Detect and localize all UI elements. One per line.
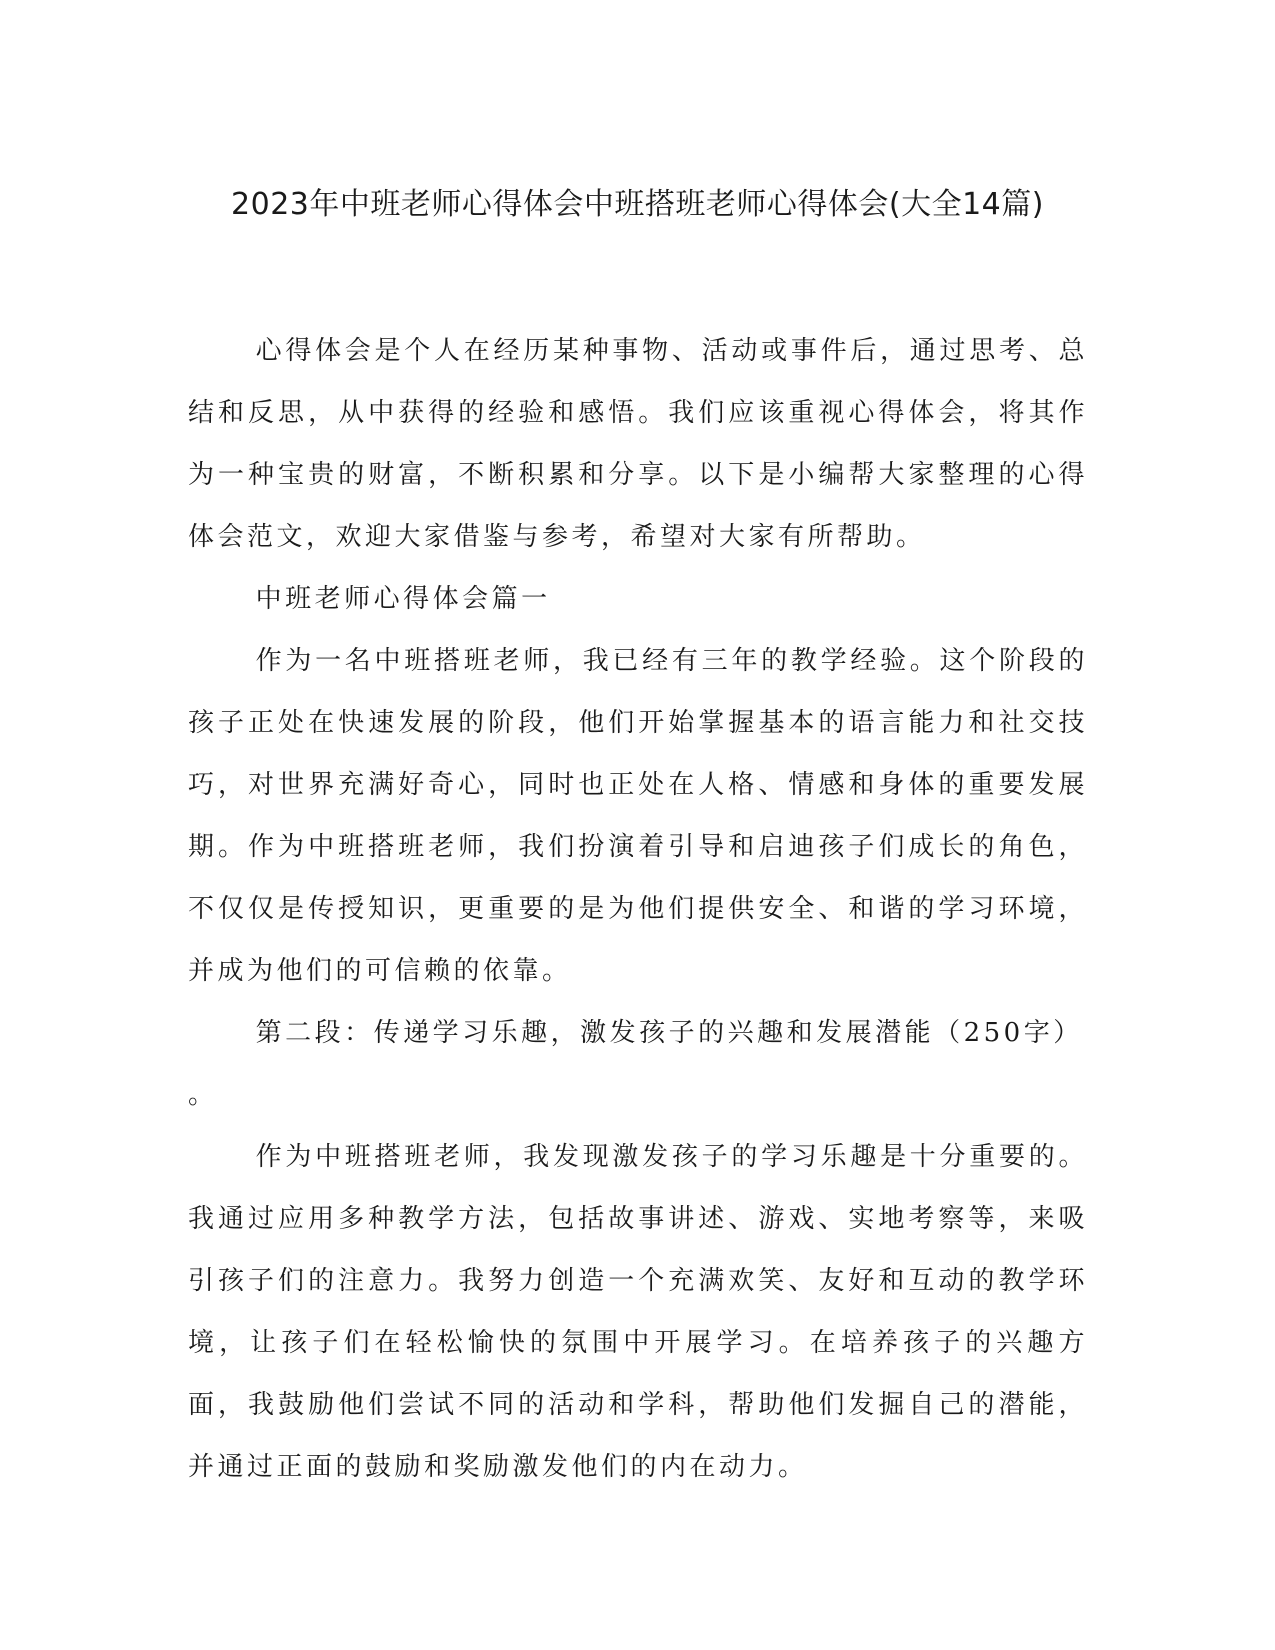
document-body xyxy=(188,320,1088,1498)
intro-paragraph: 心得体会是个人在经历某种事物、活动或事件后，通过思考、总结和反思，从中获得的经验和感悟。我们应该重视心得体会，将其作为一种宝贵的财富，不断积累和分享。以下是小编帮大家整理的心得体会范文，欢迎大家借鉴与参考，希望对大家有所帮助。 xyxy=(188,336,1088,552)
section-heading: 中班老师心得体会篇一 xyxy=(255,584,551,614)
document-title: 2023年中班老师心得体会中班搭班老师心得体会(大全14篇) xyxy=(231,187,1044,222)
subsection-heading: 第二段：传递学习乐趣，激发孩子的兴趣和发展潜能（250字） xyxy=(255,1018,1083,1048)
body-paragraph: 作为一名中班搭班老师，我已经有三年的教学经验。这个阶段的孩子正处在快速发展的阶段，他们开始掌握基本的语言能力和社交技巧，对世界充满好奇心，同时也正处在人格、情感和身体的重要发展期。作为中班搭班老师，我们扮演着引导和启迪孩子们成长的角色，不仅仅是传授知识，更重要的是为他们提供安全、和谐的学习环境，并成为他们的可信赖的依靠。 xyxy=(188,646,1088,986)
body-paragraph: 作为中班搭班老师，我发现激发孩子的学习乐趣是十分重要的。我通过应用多种教学方法，包括故事讲述、游戏、实地考察等，来吸引孩子们的注意力。我努力创造一个充满欢笑、友好和互动的教学环境，让孩子们在轻松愉快的氛围中开展学习。在培养孩子的兴趣方面，我鼓励他们尝试不同的活动和学科，帮助他们发掘自己的潜能，并通过正面的鼓励和奖励激发他们的内在动力。 xyxy=(188,1142,1088,1482)
stray-punctuation: 。 xyxy=(188,1080,218,1110)
